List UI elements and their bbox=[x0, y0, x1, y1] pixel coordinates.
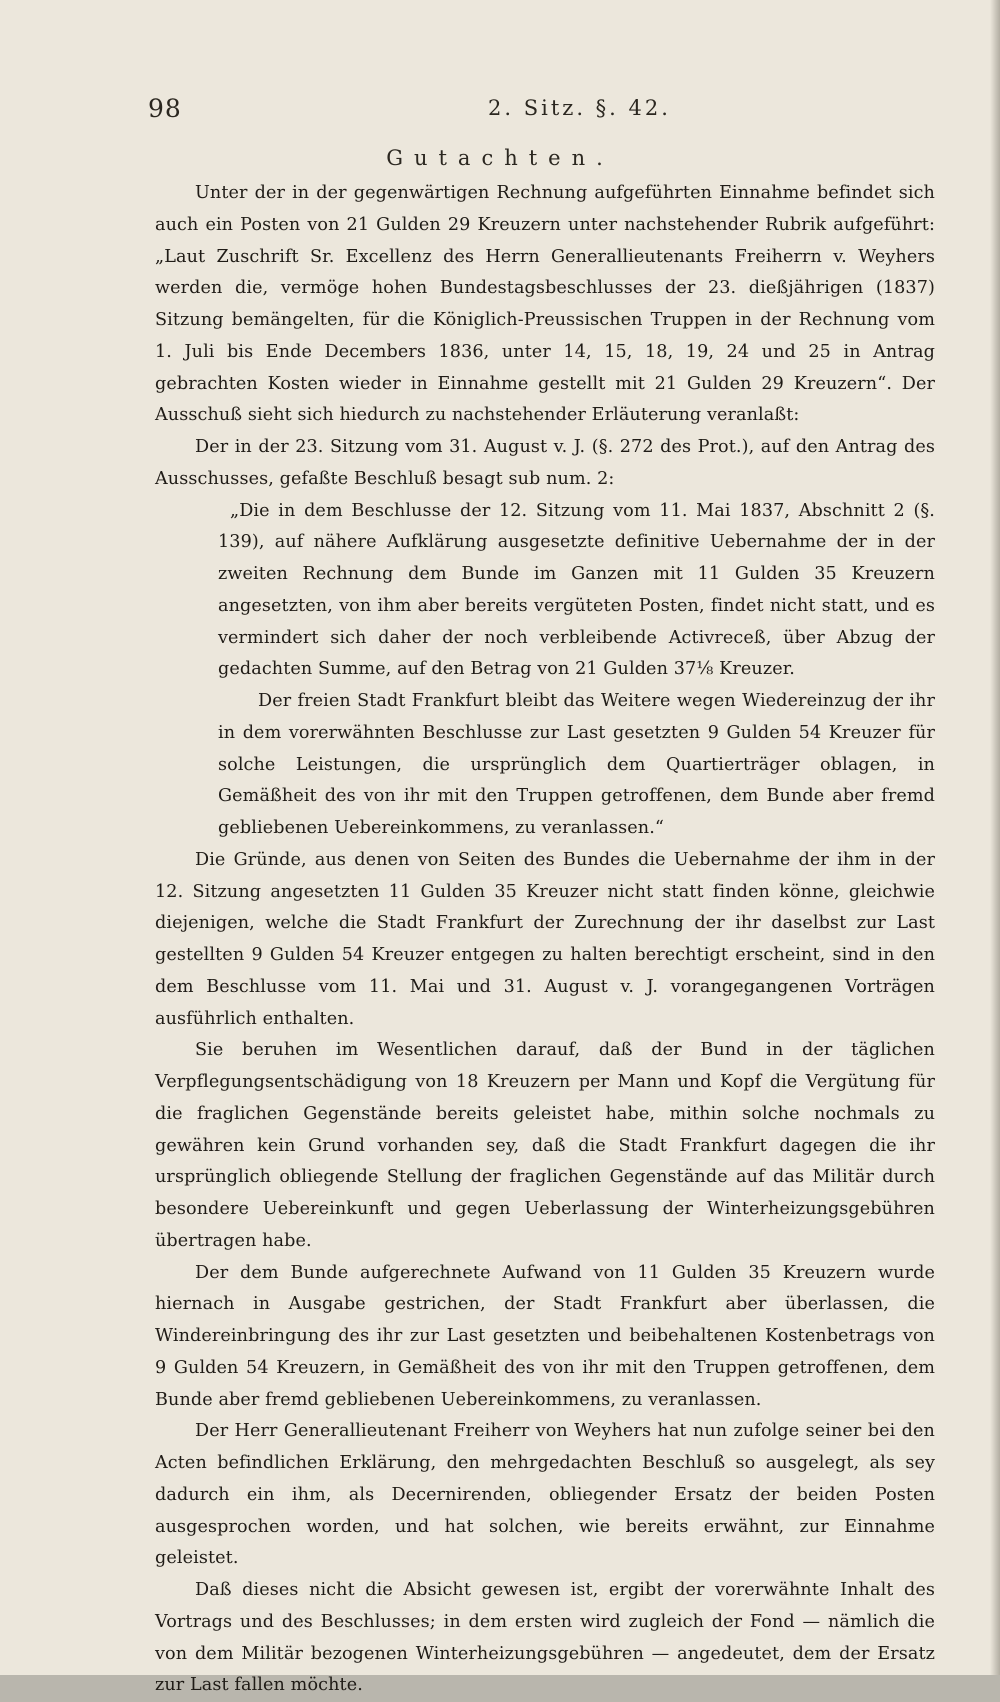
paragraph: Der Herr Generallieutenant Freiherr von Weyhers hat nun zufolge seiner bei den Acten befindlichen Erklärung, den mehrgedachten Beschluß so ausgelegt, als sey dadurch ein ihm, als Decernirenden, obliegender Ersatz der beiden Posten ausgesprochen worden, und hat solchen, wie bereits erwähnt, zur Einnahme geleistet. bbox=[155, 1421, 935, 1569]
section-title: Gutachten. bbox=[386, 146, 614, 170]
page-header bbox=[148, 94, 1000, 134]
running-head: 2. Sitz. §. 42. bbox=[488, 96, 671, 120]
page-number: 98 bbox=[148, 94, 182, 123]
paragraph: Sie beruhen im Wesentlichen darauf, daß der Bund in der täglichen Verpflegungsentschädigung von 18 Kreuzern per Mann und Kopf die Vergütung für die fraglichen Gegenstände bereits geleistet habe, mithin solche nochmals zu gewähren kein Grund vorhanden sey, daß die Stadt Frankfurt dagegen die ihr ursprünglich obliegende Stellung der fraglichen Gegenstände auf das Militär durch besondere Uebereinkunft und gegen Ueberlassung der Winterheizungsgebühren übertragen habe. bbox=[155, 1040, 935, 1251]
page-edge-shadow bbox=[990, 0, 1000, 1675]
paragraph: Der dem Bunde aufgerechnete Aufwand von 11 Gulden 35 Kreuzern wurde hiernach in Ausgabe gestrichen, der Stadt Frankfurt aber überlassen, die Windereinbringung des ihr zur Last gesetzten und beibehaltenen Kostenbetrags von 9 Gulden 54 Kreuzern, in Gemäßheit des von ihr mit den Truppen getroffenen, dem Bunde aber fremd gebliebenen Uebereinkommens, zu veranlassen. bbox=[155, 1262, 935, 1410]
quoted-paragraph: „Die in dem Beschlusse der 12. Sitzung vom 11. Mai 1837, Abschnitt 2 (§. 139), auf nähere Aufklärung ausgesetzte definitive Uebernahme der in der zweiten Rechnung dem Bunde im Ganzen mit 11 Gulden 35 Kreuzern angesetzten, von ihm aber bereits vergüteten Posten, findet nicht statt, und es vermindert sich daher der noch verbleibende Activreceß, über Abzug der gedachten Summe, auf den Betrag von 21 Gulden 37⅛ Kreuzer. bbox=[218, 500, 935, 680]
quoted-paragraph: Der freien Stadt Frankfurt bleibt das Weitere wegen Wiedereinzug der ihr in dem vorerwähnten Beschlusse zur Last gesetzten 9 Gulden 54 Kreuzer für solche Leistungen, die ursprünglich dem Quartierträger oblagen, in Gemäßheit des von ihr mit den Truppen getroffenen, dem Bunde aber fremd gebliebenen Uebereinkommens, zu veranlassen.“ bbox=[218, 691, 935, 838]
paragraph: Unter der in der gegenwärtigen Rechnung aufgeführten Einnahme befindet sich auch ein Posten von 21 Gulden 29 Kreuzern unter nachstehender Rubrik aufgeführt: „Laut Zuschrift Sr. Excellenz des Herrn Generallieutenants Freiherrn v. Weyhers werden die, vermöge hohen Bundestagsbeschlusses der 23. dießjährigen (1837) Sitzung bemängelten, für die Königlich-Preussischen Truppen in der Rechnung vom 1. Juli bis Ende Decembers 1836, unter 14, 15, 18, 19, 24 und 25 in Antrag gebrachten Kosten wieder in Einnahme gestellt mit 21 Gulden 29 Kreuzern“. Der Ausschuß sieht sich hiedurch zu nachstehender Erläuterung veranlaßt: bbox=[155, 183, 935, 426]
body-text bbox=[155, 178, 935, 1702]
paragraph: Die Gründe, aus denen von Seiten des Bundes die Uebernahme der ihm in der 12. Sitzung angesetzten 11 Gulden 35 Kreuzer nicht statt finden könne, gleichwie diejenigen, welche die Stadt Frankfurt der Zurechnung der ihr daselbst zur Last gestellten 9 Gulden 54 Kreuzer entgegen zu halten berechtigt erscheint, sind in den dem Beschlusse vom 11. Mai und 31. August v. J. vorangegangenen Vorträgen ausführlich enthalten. bbox=[155, 849, 935, 1029]
paragraph: Daß dieses nicht die Absicht gewesen ist, ergibt der vorerwähnte Inhalt des Vortrags und des Beschlusses; in dem ersten wird zugleich der Fond — nämlich die von dem Militär bezogenen Winterheizungsgebühren — angedeutet, dem der Ersatz zur Last fallen möchte. bbox=[155, 1580, 935, 1696]
paragraph: Der in der 23. Sitzung vom 31. August v. J. (§. 272 des Prot.), auf den Antrag des Ausschusses, gefaßte Beschluß besagt sub num. 2: bbox=[155, 437, 935, 489]
